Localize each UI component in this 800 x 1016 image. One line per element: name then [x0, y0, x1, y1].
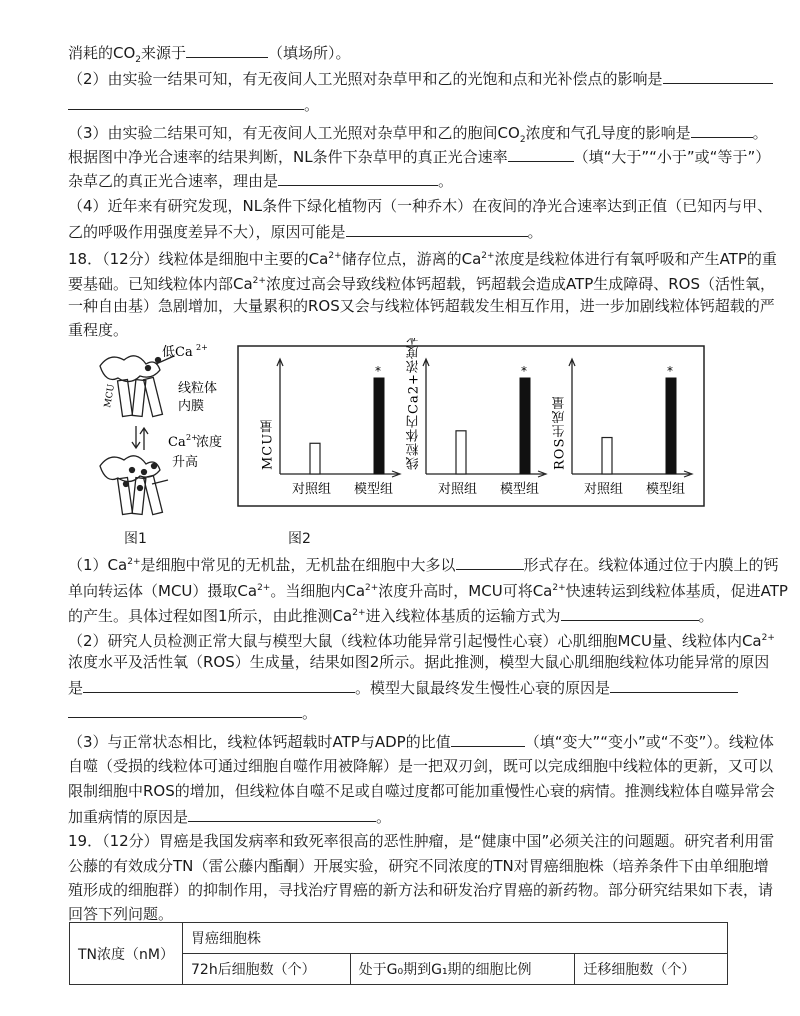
answer-blank[interactable]	[68, 702, 302, 718]
text: （填“变大”“变小”或“不变”）。线粒体	[524, 733, 774, 751]
text-line	[68, 756, 773, 776]
text: 消耗的CO	[68, 44, 136, 62]
y-axis-label: ROS生成量	[552, 395, 568, 470]
text: 。	[752, 124, 768, 142]
answer-blank[interactable]	[68, 94, 304, 110]
text: 限制细胞中ROS的增加，但线粒体自噬不足或自噬过度都可能加重慢性心衰的病情。推测线粒体自噬异常会	[68, 782, 775, 800]
text-line	[68, 42, 351, 70]
answer-blank[interactable]	[663, 68, 773, 84]
text-line	[68, 196, 772, 216]
figure-area	[92, 338, 714, 548]
low-ca-label: 低Ca	[162, 345, 193, 360]
text: （2）研究人员检测正常大鼠与模型大鼠（线粒体功能异常引起慢性心衰）心肌细胞MCU量、线粒体内Ca	[68, 632, 762, 650]
text: 自噬（受损的线粒体可通过细胞自噬作用被降解）是一把双刃剑，既可以完成细胞中线粒体的更新，又可以	[68, 757, 774, 775]
subscript: 2	[519, 135, 526, 145]
high-ca-superscript: 2+	[186, 433, 198, 442]
text-line	[68, 320, 128, 340]
text-line	[68, 781, 775, 801]
text-line	[68, 904, 173, 924]
superscript: 2+	[257, 583, 271, 593]
text-line	[68, 68, 773, 89]
text-line	[68, 271, 775, 294]
figure1-drawing	[100, 356, 174, 515]
superscript: 2+	[761, 633, 775, 643]
text-line	[68, 146, 770, 167]
mcu-label: MCU	[103, 383, 118, 409]
text-line	[68, 170, 453, 191]
text: 重程度。	[68, 321, 129, 339]
text: 乙的呼吸作用强度差异不大），原因可能是	[68, 223, 346, 241]
x-label-control: 对照组	[438, 482, 478, 497]
significance-star: *	[375, 364, 381, 378]
answer-blank[interactable]	[83, 677, 355, 693]
superscript: 2+	[352, 608, 366, 618]
text: 浓度和气孔导度的影响是	[525, 124, 691, 142]
answer-blank[interactable]	[561, 605, 699, 621]
table-header-cell: 处于G₀期到G₁期的细胞比例	[350, 954, 575, 985]
table-header-cell: 72h后细胞数（个）	[183, 954, 351, 985]
control-bar	[602, 438, 612, 474]
high-ca-label-rise: 升高	[172, 455, 199, 470]
model-bar	[520, 378, 530, 474]
text: 的产生。具体过程如图1所示，由此推测Ca	[68, 607, 353, 625]
text: 。	[698, 607, 714, 625]
text: （3）由实验二结果可知，有无夜间人工光照对杂草甲和乙的胞间CO	[68, 124, 520, 142]
superscript: 2+	[252, 276, 266, 286]
text: （3）与正常状态相比，线粒体钙超载时ATP与ADP的比值	[68, 733, 451, 751]
y-axis-label: 线粒体内Ca2+浓度水平	[406, 338, 422, 470]
text: 是	[68, 679, 84, 697]
subscript: 2	[135, 55, 142, 65]
text: （1）Ca	[68, 556, 128, 574]
table-row	[70, 923, 728, 954]
low-ca-superscript: 2+	[196, 343, 208, 352]
text: 18．（12分）线粒体是细胞中主要的Ca	[68, 250, 329, 268]
text: 。模型大鼠最终发生慢性心衰的原因是	[355, 679, 611, 697]
text-line	[68, 578, 788, 601]
x-label-control: 对照组	[584, 482, 624, 497]
text: 。	[304, 96, 320, 114]
superscript: 2+	[328, 251, 342, 261]
model-bar	[666, 378, 676, 474]
text: 要基础。已知线粒体内部Ca	[68, 275, 253, 293]
text-line	[68, 652, 769, 672]
text-line	[68, 702, 317, 723]
figure1-caption: 图1	[124, 531, 147, 547]
text-line	[68, 94, 319, 115]
answer-blank[interactable]	[691, 122, 753, 138]
significance-star: *	[667, 364, 673, 378]
text: 。	[376, 808, 392, 826]
text: 杂草乙的真正光合速率，理由是	[68, 172, 279, 190]
text-line	[68, 628, 775, 651]
text: （2）由实验一结果可知，有无夜间人工光照对杂草甲和乙的光饱和点和光补偿点的影响是	[68, 70, 663, 88]
text: 。	[438, 172, 454, 190]
text-line	[68, 221, 543, 242]
text: 浓度升高时，MCU可将Ca	[378, 582, 553, 600]
answer-blank[interactable]	[186, 42, 268, 58]
text-line	[68, 296, 775, 316]
text: 是细胞中常见的无机盐，无机盐在细胞中大多以	[140, 556, 456, 574]
answer-blank[interactable]	[508, 146, 574, 162]
text: （4）近年来有研究发现，NL条件下绿化植物丙（一种乔木）在夜间的净光合速率达到正值（已知丙与甲、	[68, 197, 773, 215]
text: 浓度是线粒体进行有氧呼吸和产生ATP的重	[494, 250, 777, 268]
table-header-tn: TN浓度（nM）	[70, 923, 183, 985]
superscript: 2+	[127, 557, 141, 567]
text: 进入线粒体基质的运输方式为	[365, 607, 561, 625]
membrane-label-1: 线粒体	[178, 381, 218, 396]
text-line	[68, 806, 391, 827]
table-header-cell: 迁移细胞数（个）	[575, 954, 728, 985]
results-table	[69, 922, 728, 985]
figure2-panels	[260, 338, 692, 497]
superscript: 2+	[552, 583, 566, 593]
significance-star: *	[521, 364, 527, 378]
text: 快速转运到线粒体基质，促进ATP	[565, 582, 788, 600]
control-bar	[310, 443, 320, 474]
high-ca-label: Ca	[168, 435, 186, 450]
x-label-model: 模型组	[500, 482, 540, 497]
x-label-model: 模型组	[354, 482, 394, 497]
text-line	[68, 880, 773, 900]
figures-svg	[92, 338, 714, 548]
text: 公藤的有效成分TN（雷公藤内酯酮）开展实验，研究不同浓度的TN对胃癌细胞株（培养条件下由单细胞增	[68, 857, 769, 875]
answer-blank[interactable]	[346, 221, 528, 237]
superscript: 2+	[365, 583, 379, 593]
answer-blank[interactable]	[456, 554, 524, 570]
text: 加重病情的原因是	[68, 808, 189, 826]
text: 储存位点，游离的Ca	[341, 250, 482, 268]
y-axis-label: MCU量	[260, 418, 276, 470]
figure2-caption: 图2	[288, 531, 311, 547]
text: 浓度水平及活性氧（ROS）生成量，结果如图2所示。据此推测，模型大鼠心肌细胞线粒体功能异常的原因	[68, 653, 770, 671]
high-ca-label-conc: 浓度	[196, 435, 223, 450]
table-header-group: 胃癌细胞株	[183, 923, 728, 954]
text-line	[68, 831, 774, 851]
text-line	[68, 603, 714, 626]
text: 回答下列问题。	[68, 905, 174, 923]
text: 殖形成的细胞群）的抑制作用，寻找治疗胃癌的新方法和研发治疗胃癌的新药物。部分研究结果如下表，请	[68, 881, 774, 899]
answer-blank[interactable]	[610, 677, 738, 693]
text: 19．（12分）胃癌是我国发病率和致死率很高的恶性肿瘤，是“健康中国”必须关注的问题题。研究者利用雷	[68, 832, 775, 850]
text: 。	[527, 223, 543, 241]
text-line	[68, 856, 769, 876]
text-line	[68, 677, 738, 698]
text: （填“大于”“小于”或“等于”）	[573, 148, 771, 166]
text: （填场所）。	[268, 44, 351, 62]
text: 。	[302, 704, 318, 722]
control-bar	[456, 431, 466, 474]
answer-blank[interactable]	[188, 806, 376, 822]
text: 形式存在。线粒体通过位于内膜上的钙	[523, 556, 779, 574]
text: 浓度过高会导致线粒体钙超载，钙超载会造成ATP生成障碍、ROS（活性氧，	[265, 275, 776, 293]
text: 一种自由基）急剧增加，大量累积的ROS又会与线粒体钙超载发生相互作用，进一步加剧线粒体钙超载的严	[68, 297, 775, 315]
text: 来源于	[141, 44, 187, 62]
text-line	[68, 246, 777, 269]
text: 。当细胞内Ca	[270, 582, 366, 600]
answer-blank[interactable]	[451, 731, 525, 747]
x-label-control: 对照组	[292, 482, 332, 497]
text: 单向转运体（MCU）摄取Ca	[68, 582, 258, 600]
x-label-model: 模型组	[646, 482, 686, 497]
answer-blank[interactable]	[278, 170, 438, 186]
text: 根据图中净光合速率的结果判断，NL条件下杂草甲的真正光合速率	[68, 148, 508, 166]
model-bar	[374, 378, 384, 474]
text-line	[68, 552, 779, 575]
superscript: 2+	[481, 251, 495, 261]
text-line	[68, 731, 774, 752]
membrane-label-2: 内膜	[178, 399, 205, 414]
